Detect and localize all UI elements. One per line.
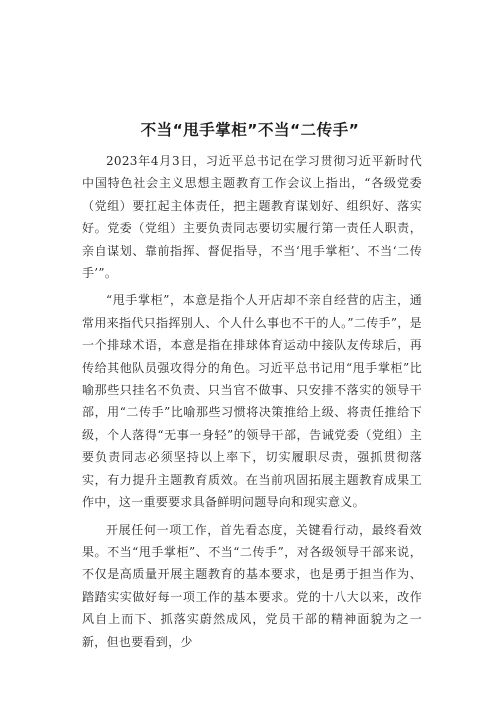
document-title: 不当“甩手掌柜”不当“二传手”	[140, 121, 360, 139]
paragraph-1: 2023年4月3日，习近平总书记在学习贯彻习近平新时代中国特色社会主义思想主题教育工作会议上指出，“各级党委（党组）要扛起主体责任，把主题教育谋划好、组织好、落实好。党委（党组）主要负责同志要切实履行第一责任人职责，亲自谋划、靠前指挥、督促指导，不当‘甩手掌柜’、不当‘二传手’”。	[82, 154, 422, 281]
document-body	[82, 150, 422, 658]
paragraph-2: “甩手掌柜”，本意是指个人开店却不亲自经营的店主，通常用来指代只指挥别人、个人什么事也不干的人。”二传手”，是一个排球术语，本意是指在排球体育运动中接队友传球后，再传给其他队员强攻得分的角色。习近平总书记用“甩手掌柜”比喻那些只挂名不负责、只当官不做事、只安排不落实的领导干部，用“二传手”比喻那些习惯将决策推给上级、将责任推给下级，个人落得“无事一身轻”的领导干部，告诫党委（党组）主要负责同志必须坚持以上率下，切实履职尽责，强抓贯彻落实，有力提升主题教育质效。在当前巩固拓展主题教育成果工作中，这一重要要求具备鲜明问题导向和现实意义。	[82, 293, 422, 510]
paragraph-3: 开展任何一项工作，首先看态度，关键看行动，最终看效果。不当“甩手掌柜”、不当“二传手”，对各级领导干部来说，不仅是高质量开展主题教育的基本要求，也是勇于担当作为、踏踏实实做好每一项工作的基本要求。党的十八大以来，改作风自上而下、抓落实蔚然成风，党员干部的精神面貌为之一新，但也要看到，少	[82, 522, 422, 649]
